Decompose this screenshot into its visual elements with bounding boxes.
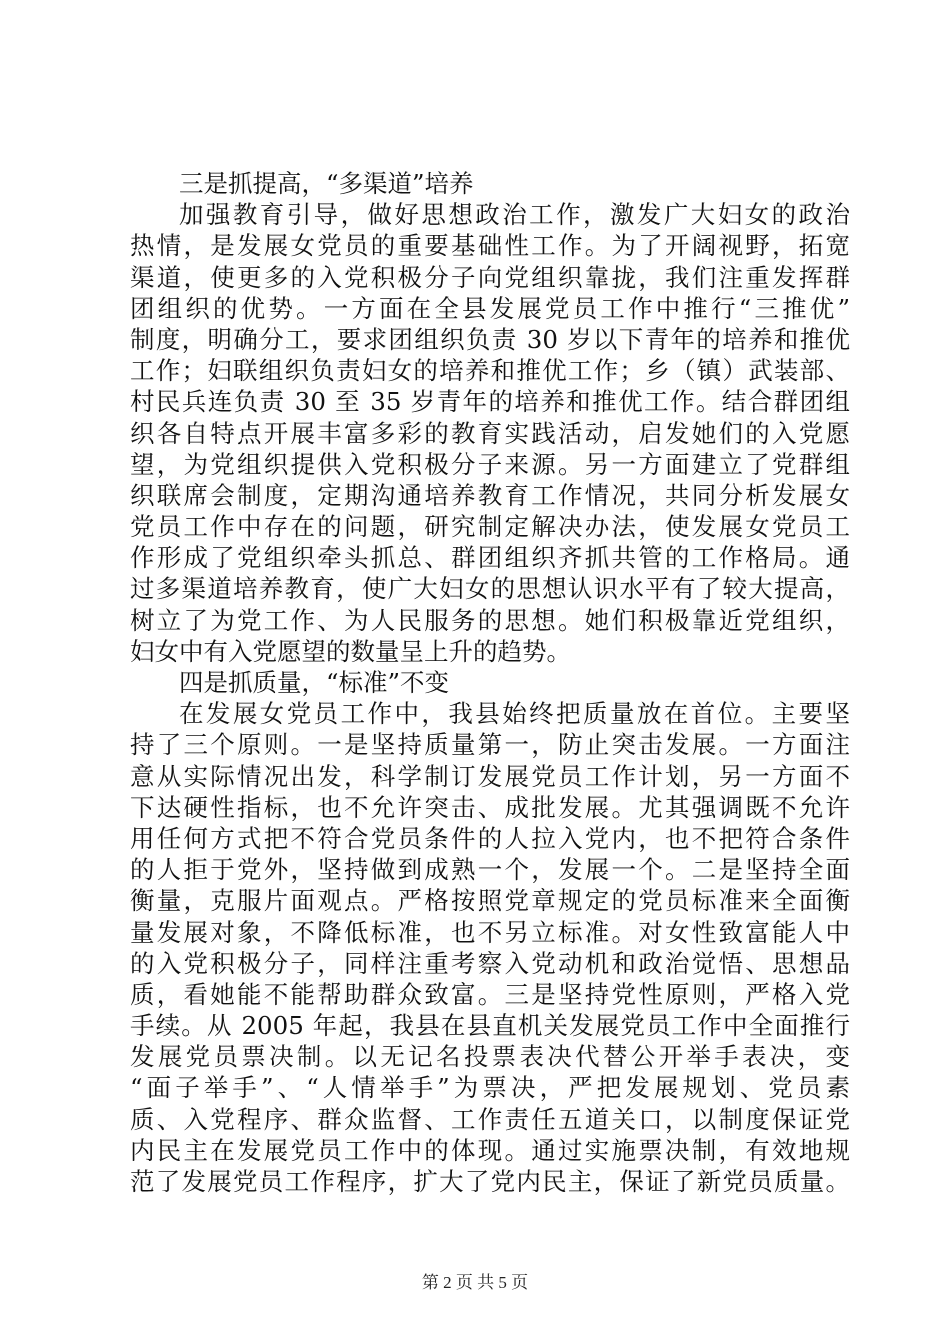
text-line: 的入党积极分子，同样注重考察入党动机和政治觉悟、思想品 bbox=[130, 948, 850, 978]
document-body bbox=[130, 168, 850, 1197]
text-line: 的人拒于党外，坚持做到成熟一个，发展一个。二是坚持全面 bbox=[130, 855, 850, 885]
text-line: 范了发展党员工作程序，扩大了党内民主，保证了新党员质量。 bbox=[130, 1167, 850, 1196]
text-line: 加强教育引导，做好思想政治工作，激发广大妇女的政治 bbox=[179, 200, 850, 230]
text-line: 量发展对象，不降低标准，也不另立标准。对女性致富能人中 bbox=[130, 917, 850, 947]
text-line: 织各自特点开展丰富多彩的教育实践活动，启发她们的入党愿 bbox=[130, 418, 850, 448]
text-line: 内民主在发展党员工作中的体现。通过实施票决制，有效地规 bbox=[130, 1135, 850, 1165]
text-line: 党员工作中存在的问题，研究制定解决办法，使发展女党员工 bbox=[130, 512, 850, 542]
page-footer: 第 2 页 共 5 页 bbox=[421, 1273, 529, 1292]
text-line: “面子举手”、“人情举手”为票决，严把发展规划、党员素 bbox=[130, 1073, 850, 1103]
text-line: 衡量，克服片面观点。严格按照党章规定的党员标准来全面衡 bbox=[130, 886, 850, 916]
text-line: 村民兵连负责 30 至 35 岁青年的培养和推优工作。结合群团组 bbox=[130, 387, 850, 417]
text-line: 在发展女党员工作中，我县始终把质量放在首位。主要坚 bbox=[179, 699, 850, 729]
text-line: 制度，明确分工，要求团组织负责 30 岁以下青年的培养和推优 bbox=[130, 324, 850, 354]
text-line: 持了三个原则。一是坚持质量第一，防止突击发展。一方面注 bbox=[130, 730, 850, 760]
text-line: 质、入党程序、群众监督、工作责任五道关口，以制度保证党 bbox=[130, 1104, 850, 1134]
text-line: 三是抓提高，“多渠道”培养 bbox=[179, 169, 474, 198]
text-line: 渠道，使更多的入党积极分子向党组织靠拢，我们注重发挥群 bbox=[130, 262, 850, 292]
text-line: 织联席会制度，定期沟通培养教育工作情况，共同分析发展女 bbox=[130, 480, 850, 510]
text-line: 四是抓质量，“标准”不变 bbox=[179, 668, 450, 697]
text-line: 望，为党组织提供入党积极分子来源。另一方面建立了党群组 bbox=[130, 449, 850, 479]
text-line: 热情，是发展女党员的重要基础性工作。为了开阔视野，拓宽 bbox=[130, 231, 850, 261]
text-line: 团组织的优势。一方面在全县发展党员工作中推行“三推优” bbox=[130, 293, 850, 323]
text-line: 意从实际情况出发，科学制订发展党员工作计划，另一方面不 bbox=[130, 761, 850, 791]
text-line: 作形成了党组织牵头抓总、群团组织齐抓共管的工作格局。通 bbox=[130, 543, 850, 573]
text-line: 发展党员票决制。以无记名投票表决代替公开举手表决，变 bbox=[130, 1042, 850, 1072]
text-line: 用任何方式把不符合党员条件的人拉入党内，也不把符合条件 bbox=[130, 823, 850, 853]
text-line: 工作；妇联组织负责妇女的培养和推优工作；乡（镇）武装部、 bbox=[130, 356, 850, 386]
text-line: 质，看她能不能帮助群众致富。三是坚持党性原则，严格入党 bbox=[130, 979, 850, 1009]
text-line: 妇女中有入党愿望的数量呈上升的趋势。 bbox=[130, 636, 571, 666]
text-line: 过多渠道培养教育，使广大妇女的思想认识水平有了较大提高， bbox=[130, 574, 850, 604]
text-line: 手续。从 2005 年起，我县在县直机关发展党员工作中全面推行 bbox=[130, 1011, 850, 1041]
text-line: 下达硬性指标，也不允许突击、成批发展。尤其强调既不允许 bbox=[130, 792, 850, 822]
text-line: 树立了为党工作、为人民服务的思想。她们积极靠近党组织， bbox=[130, 605, 850, 635]
